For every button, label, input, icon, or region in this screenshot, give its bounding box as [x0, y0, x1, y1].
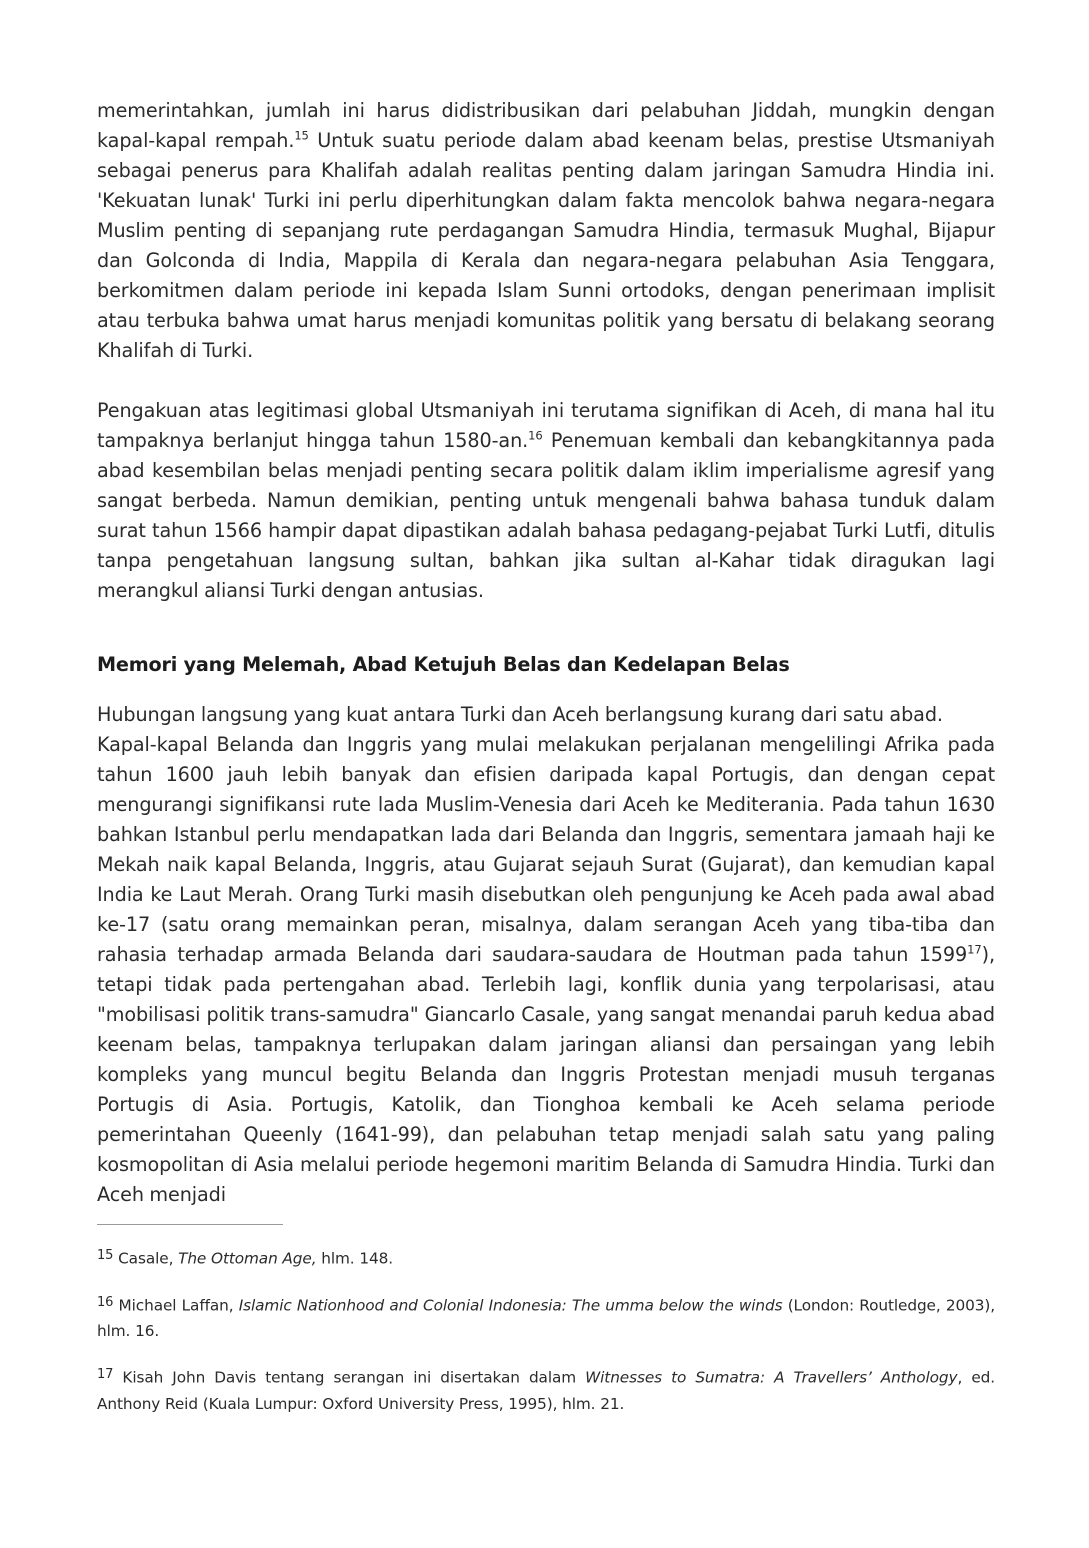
section-heading: Memori yang Melemah, Abad Ketujuh Belas dan Kedelapan Belas: [97, 653, 790, 676]
paragraph-direct-relations: Hubungan langsung yang kuat antara Turki dan Aceh berlangsung kurang dari satu abad.: [97, 703, 943, 726]
paragraph-dutch-english-ships: Kapal-kapal Belanda dan Inggris yang mulai melakukan perjalanan mengelilingi Afrika pada tahun 1600 jauh lebih banyak dan efisien daripada kapal Portugis, dan dengan cepat mengurangi signifikansi rute lada Muslim-Venesia dari Aceh ke Mediterania. Pada tahun 1630 bahkan Istanbul perlu mendapatkan lada dari Belanda dan Inggris, sementara jamaah haji ke Mekah naik kapal Belanda, Inggris, atau Gujarat sejauh Surat (Gujarat), dan kemudian kapal India ke Laut Merah. Orang Turki masih disebutkan oleh pengunjung ke Aceh pada awal abad ke-17 (satu orang memainkan peran, misalnya, dalam serangan Aceh yang tiba-tiba dan rahasia terhadap armada Belanda dari saudara-saudara de Houtman pada tahun 1599$^{17}$), tetapi tidak pada pertengahan abad. Terlebih lagi, konflik dunia yang terpolarisasi, atau "mobilisasi politik trans-samudra" Giancarlo Casale, yang sangat menandai paruh kedua abad keenam belas, tampaknya terlupakan dalam jaringan aliansi dan persaingan yang lebih kompleks yang muncul begitu Belanda dan Inggris Protestan menjadi musuh terganas Portugis di Asia. Portugis, Katolik, dan Tionghoa kembali ke Aceh selama periode pemerintahan Queenly (1641-99), dan pelabuhan tetap menjadi salah satu yang paling kosmopolitan di Asia melalui periode hegemoni maritim Belanda di Samudra Hindia. Turki dan Aceh menjadi: [97, 733, 995, 1206]
footnote-16: $^{16}$ Michael Laffan, Islamic Nationhood and Colonial Indonesia: The umma below the winds (London: Routledge, 2003), hlm. 16.: [97, 1294, 995, 1341]
document-page: [97, 96, 995, 1435]
footnote-number: 17: [97, 1367, 114, 1383]
footnote-number: 16: [97, 1294, 114, 1310]
footnote-15: $^{15}$ Casale, The Ottoman Age, hlm. 148.: [97, 1248, 393, 1268]
footnote-ref-15[interactable]: 15: [294, 128, 309, 143]
footnote-17: $^{17}$ Kisah John Davis tentang serangan ini disertakan dalam Witnesses to Sumatra: A Travellers’ Anthology, ed. Anthony Reid (Kuala Lumpur: Oxford University Press, 1995), hlm. 21.: [97, 1367, 995, 1413]
paragraph-aceh-legitimacy: Pengakuan atas legitimasi global Utsmaniyah ini terutama signifikan di Aceh, di mana hal itu tampaknya berlanjut hingga tahun 1580-an.$^{16}$ Penemuan kembali dan kebangkitannya pada abad kesembilan belas menjadi penting secara politik dalam iklim imperialisme agresif yang sangat berbeda. Namun demikian, penting untuk mengenali bahwa bahasa tunduk dalam surat tahun 1566 hampir dapat dipastikan adalah bahasa pedagang-pejabat Turki Lutfi, ditulis tanpa pengetahuan langsung sultan, bahkan jika sultan al-Kahar tidak diragukan lagi merangkul aliansi Turki dengan antusias.: [97, 399, 995, 602]
footnote-number: 15: [97, 1248, 114, 1263]
footnote-ref-16[interactable]: 16: [528, 428, 543, 443]
footnote-ref-17[interactable]: 17: [967, 942, 982, 957]
paragraph-ottoman-prestige: memerintahkan, jumlah ini harus didistribusikan dari pelabuhan Jiddah, mungkin dengan kapal-kapal rempah.$^{15}$ Untuk suatu periode dalam abad keenam belas, prestise Utsmaniyah sebagai penerus para Khalifah adalah realitas penting dalam jaringan Samudra Hindia ini. 'Kekuatan lunak' Turki ini perlu diperhitungkan dalam fakta mencolok bahwa negara-negara Muslim penting di sepanjang rute perdagangan Samudra Hindia, termasuk Mughal, Bijapur dan Golconda di India, Mappila di Kerala dan negara-negara pelabuhan Asia Tenggara, berkomitmen dalam periode ini kepada Islam Sunni ortodoks, dengan penerimaan implisit atau terbuka bahwa umat harus menjadi komunitas politik yang bersatu di belakang seorang Khalifah di Turki.: [97, 99, 995, 362]
footnote-divider: [97, 1224, 283, 1225]
